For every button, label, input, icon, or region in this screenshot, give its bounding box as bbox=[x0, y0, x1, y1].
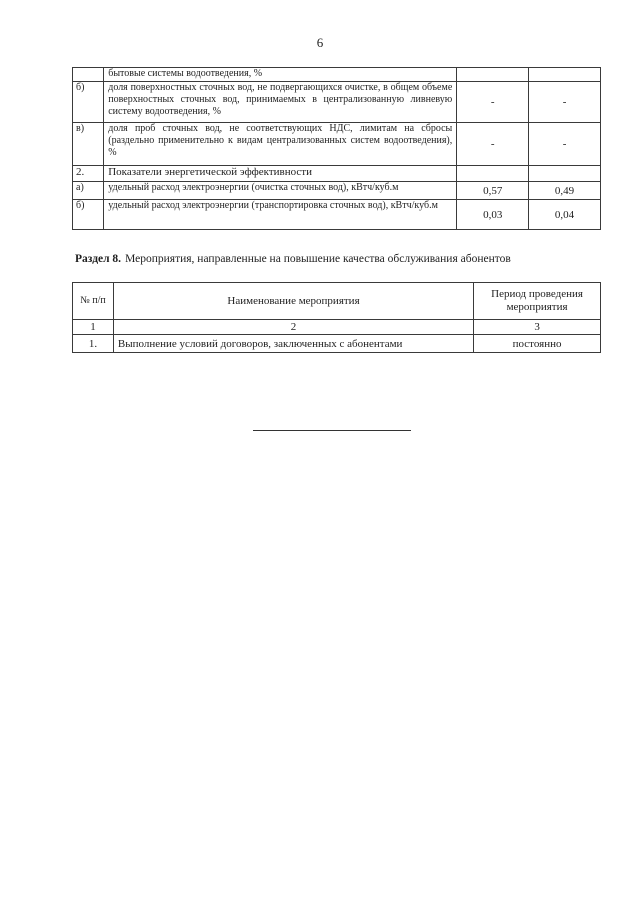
row-text: Показатели энергетической эффективности bbox=[104, 166, 457, 182]
value-col-1 bbox=[457, 166, 529, 182]
measure-name: Выполнение условий договоров, заключенных с абонентами bbox=[113, 335, 473, 353]
row-text: бытовые системы водоотведения, % bbox=[104, 68, 457, 82]
table-row bbox=[73, 68, 601, 82]
table-row bbox=[73, 335, 601, 353]
table-header-row bbox=[73, 283, 601, 320]
table-row bbox=[73, 166, 601, 182]
table-index-row bbox=[73, 320, 601, 335]
header-period: Период проведения мероприятия bbox=[474, 283, 601, 320]
value-col-2 bbox=[529, 166, 601, 182]
index-cell: 3 bbox=[474, 320, 601, 335]
measures-table bbox=[72, 282, 601, 353]
value-col-1: - bbox=[457, 123, 529, 166]
value-col-2: 0,49 bbox=[529, 182, 601, 200]
row-text: доля проб сточных вод, не соответствующих НДС, лимитам на сбросы (раздельно применительно к видам централизованных систем водоотведения), % bbox=[104, 123, 457, 166]
table-row bbox=[73, 82, 601, 123]
end-divider bbox=[253, 430, 411, 431]
value-col-2: 0,04 bbox=[529, 200, 601, 230]
indicators-table bbox=[72, 67, 601, 230]
index-cell: 1 bbox=[73, 320, 114, 335]
measure-period: постоянно bbox=[474, 335, 601, 353]
table-row bbox=[73, 182, 601, 200]
table-row bbox=[73, 123, 601, 166]
header-name: Наименование мероприятия bbox=[113, 283, 473, 320]
value-col-1: - bbox=[457, 82, 529, 123]
row-number: 2. bbox=[73, 166, 104, 182]
row-number: б) bbox=[73, 82, 104, 123]
section-heading bbox=[75, 253, 511, 265]
row-number: в) bbox=[73, 123, 104, 166]
page-number: 6 bbox=[316, 35, 324, 50]
row-number: 1. bbox=[73, 335, 114, 353]
section-label: Раздел 8. bbox=[75, 253, 122, 265]
value-col-1: 0,57 bbox=[457, 182, 529, 200]
index-cell: 2 bbox=[113, 320, 473, 335]
row-text: доля поверхностных сточных вод, не подвергающихся очистке, в общем объеме поверхностных сточных вод, принимаемых в централизованную ливневую систему водоотведения, % bbox=[104, 82, 457, 123]
value-col-1: 0,03 bbox=[457, 200, 529, 230]
value-col-2 bbox=[529, 68, 601, 82]
table-row bbox=[73, 200, 601, 230]
row-text: удельный расход электроэнергии (транспортировка сточных вод), кВтч/куб.м bbox=[104, 200, 457, 230]
value-col-2: - bbox=[529, 123, 601, 166]
value-col-2: - bbox=[529, 82, 601, 123]
section-title: Мероприятия, направленные на повышение качества обслуживания абонентов bbox=[125, 253, 511, 265]
header-number: № п/п bbox=[73, 283, 114, 320]
row-text: удельный расход электроэнергии (очистка сточных вод), кВтч/куб.м bbox=[104, 182, 457, 200]
value-col-1 bbox=[457, 68, 529, 82]
row-number bbox=[73, 68, 104, 82]
row-number: а) bbox=[73, 182, 104, 200]
row-number: б) bbox=[73, 200, 104, 230]
